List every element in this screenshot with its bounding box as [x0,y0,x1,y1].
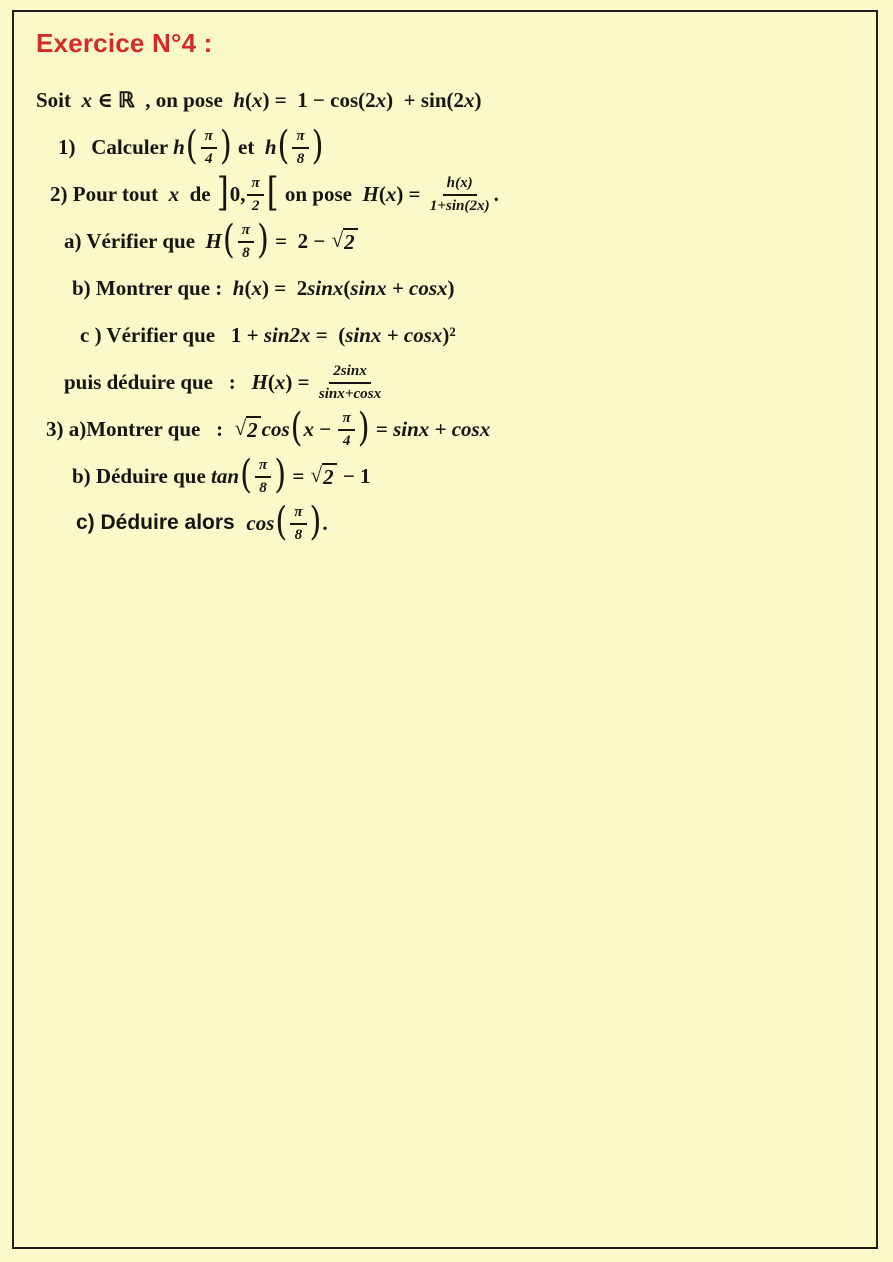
fraction [338,409,354,449]
fraction-numerator: π [290,503,306,524]
math-text: h [173,135,185,160]
math-text: ) = [285,370,315,395]
math-text: c ) Vérifier que 1 + [80,323,264,348]
fraction-denominator: sinx+cosx [318,385,382,402]
math-text: h [232,276,245,301]
math-text: cos [246,511,275,536]
math-text: H [205,229,222,254]
math-text: )² [442,323,456,348]
line-q3a [46,406,862,453]
math-text: ( [267,370,275,395]
big-delimiter: ] [216,170,229,217]
math-text: H [362,182,379,207]
math-text: h [264,135,277,160]
square-root [332,228,358,254]
math-text: b) Déduire que [72,464,212,489]
radical-sign: √ [331,228,344,253]
line-q2-deduce [64,359,862,406]
math-text: x [251,88,263,113]
line-q1 [58,124,862,171]
math-text: ( [343,276,351,301]
math-text: = [370,417,394,442]
line-q2c [80,312,862,359]
math-text: Soit [36,88,82,113]
math-text: sin2x [263,323,311,348]
big-delimiter: ( [275,499,288,546]
line-intro [36,77,862,124]
big-delimiter: ( [222,217,235,264]
math-text: x [81,88,93,113]
math-text: x [385,182,397,207]
fraction-numerator: π [338,409,354,430]
math-text: ) [474,88,482,113]
big-delimiter: ) [309,499,322,546]
fraction-denominator: 2 [251,197,260,214]
math-text: et [232,135,265,160]
math-text: ) = [396,182,426,207]
exercise-title: Exercice N°4 : [36,28,213,58]
fraction-numerator: π [238,221,254,242]
fraction [201,127,217,167]
math-text: h [233,88,245,113]
line-q2 [50,171,862,218]
math-text: cos [261,417,290,442]
fraction [238,221,254,261]
math-text: 0, [229,182,246,207]
math-text: de [179,182,216,207]
math-text: tan [211,464,240,489]
fraction [255,456,271,496]
math-text: ) + sin(2 [386,88,465,113]
fraction-denominator: 8 [296,150,305,167]
line-q2b [72,265,862,312]
math-text: x [464,88,475,113]
radical-sign: √ [234,416,247,441]
math-text: − [314,417,337,442]
math-text: sinx + cosx [345,323,443,348]
big-delimiter: ( [240,452,252,499]
big-delimiter: ( [290,405,303,452]
math-text: 1) Calculer [58,135,174,160]
line-q3b [72,453,862,500]
fraction-denominator: 8 [242,244,250,261]
fraction-numerator: π [247,174,263,195]
fraction-numerator: 2sinx [329,362,371,383]
math-text: x [168,182,180,207]
exercise-body [28,77,862,547]
math-text: ) [447,276,455,301]
fraction-numerator: π [292,127,308,148]
fraction-denominator: 1+sin(2x) [429,197,490,214]
radical-sign: √ [310,463,323,488]
line-q2a [64,218,862,265]
big-delimiter: ( [185,123,198,170]
math-text: . [322,511,328,536]
fraction-denominator: 8 [259,479,267,496]
math-text: sinx + cosx [393,417,491,442]
math-text: ) = 2 [261,276,308,301]
big-delimiter: ( [277,123,290,170]
math-text: x [251,276,262,301]
big-delimiter: ) [219,123,232,170]
square-root [311,463,337,489]
math-text: x [274,370,286,395]
big-delimiter: ) [311,123,324,170]
fraction [292,127,308,167]
fraction [428,174,492,214]
big-delimiter: ) [274,452,287,499]
math-text: = [287,464,310,489]
math-text: ( [244,88,252,113]
math-text: b) Montrer que : [72,276,233,301]
big-delimiter: ) [357,405,370,452]
radicand: 2 [246,416,261,442]
fraction [290,503,306,543]
big-delimiter: [ [266,170,279,217]
math-text: puis déduire que : [64,370,252,395]
fraction [247,174,263,214]
fraction-numerator: h(x) [443,174,477,195]
math-text: ( [378,182,386,207]
fraction-numerator: π [255,456,271,477]
fraction-numerator: π [201,127,217,148]
fraction-denominator: 8 [294,526,303,543]
math-text: ) = 1 − cos(2 [262,88,376,113]
math-text: sinx [307,276,344,301]
fraction-denominator: 4 [342,432,351,449]
radicand: 2 [322,463,337,489]
math-text: = ( [310,323,346,348]
fraction [317,362,383,402]
math-text: x [375,88,387,113]
math-text: = 2 − [269,229,331,254]
math-text: sinx + cosx [350,276,448,301]
document-frame [12,10,878,1249]
math-text: c) Déduire alors [76,511,247,535]
math-text: 3) a)Montrer que : [46,417,234,442]
radicand: 2 [343,228,358,254]
square-root [235,416,261,442]
line-q3c [76,500,862,547]
math-text: a) Vérifier que [64,229,206,254]
math-text: 2) Pour tout [50,182,169,207]
big-delimiter: ) [257,217,269,264]
math-text: H [251,370,268,395]
math-text: x [303,417,315,442]
math-text: ( [244,276,252,301]
math-text: − 1 [337,464,371,489]
math-text: on pose [279,182,363,207]
fraction-denominator: 4 [205,150,213,167]
math-text: ∈ ℝ , on pose [92,88,234,113]
math-text: . [493,182,499,207]
